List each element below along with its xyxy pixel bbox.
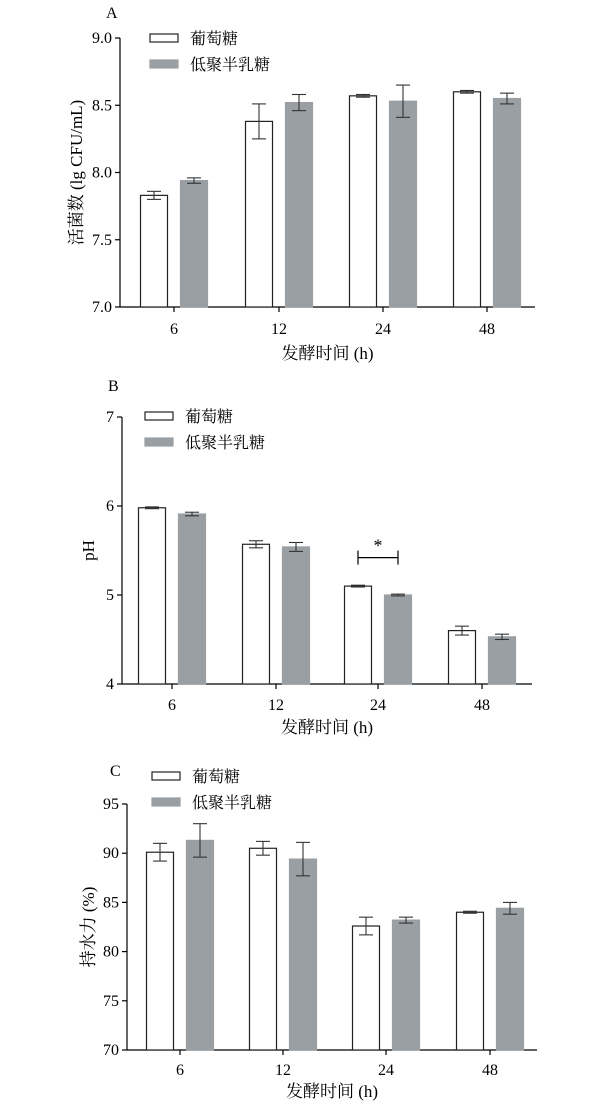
panel-letter: A xyxy=(106,5,118,22)
y-tick-label: 8.0 xyxy=(92,164,112,182)
y-tick-label: 80 xyxy=(103,943,119,961)
panel-a xyxy=(67,5,535,363)
bar-gos-24h xyxy=(393,920,420,1050)
bar-glucose-6h xyxy=(141,195,168,307)
y-tick-label: 75 xyxy=(103,992,119,1010)
bar-glucose-12h xyxy=(250,848,277,1050)
bar-gos-48h xyxy=(489,637,516,684)
legend-swatch-glucose xyxy=(150,34,178,42)
bar-gos-6h xyxy=(181,181,208,307)
legend xyxy=(150,29,270,74)
y-axis-title: pH xyxy=(79,540,98,561)
bar-glucose-48h xyxy=(454,92,481,307)
y-tick-label: 70 xyxy=(103,1042,119,1059)
bar-glucose-48h xyxy=(449,631,476,684)
x-axis-title: 发酵时间 (h) xyxy=(285,1082,379,1101)
x-tick-label: 24 xyxy=(375,321,391,338)
y-tick-label: 8.5 xyxy=(92,97,112,115)
y-tick-label: 5 xyxy=(106,587,114,604)
bar-glucose-12h xyxy=(246,121,273,307)
x-tick-label: 12 xyxy=(275,1062,291,1079)
legend-swatch-gos xyxy=(152,798,180,806)
bar-gos-6h xyxy=(179,514,206,684)
x-tick-label: 48 xyxy=(479,321,495,338)
legend-label-glucose: 葡萄糖 xyxy=(192,767,241,786)
panel-letter: B xyxy=(108,378,119,395)
x-tick-label: 24 xyxy=(370,697,386,714)
bar-gos-24h xyxy=(390,101,417,307)
x-tick-label: 48 xyxy=(474,697,490,714)
y-tick-label: 7.0 xyxy=(92,299,112,316)
x-tick-label: 24 xyxy=(378,1062,394,1079)
y-tick-label: 95 xyxy=(103,796,119,813)
y-axis-title: 持水力 (%) xyxy=(79,886,98,968)
x-tick-label: 6 xyxy=(170,321,178,338)
x-tick-label: 12 xyxy=(268,697,284,714)
bar-gos-12h xyxy=(283,547,310,684)
bar-gos-12h xyxy=(286,103,313,307)
legend-swatch-glucose xyxy=(145,412,173,420)
bar-glucose-24h xyxy=(345,586,372,684)
x-axis-title: 发酵时间 (h) xyxy=(281,344,374,363)
bar-gos-48h xyxy=(497,908,524,1050)
legend-label-gos: 低聚半乳糖 xyxy=(192,793,273,812)
x-tick-label: 6 xyxy=(176,1062,184,1079)
significance-label: * xyxy=(373,535,383,556)
bar-glucose-6h xyxy=(147,852,174,1050)
y-axis-title: 活菌数 (lg CFU/mL) xyxy=(67,99,86,246)
bar-gos-48h xyxy=(494,99,521,307)
panel-b xyxy=(79,378,532,737)
bar-gos-24h xyxy=(385,595,412,684)
x-axis-title: 发酵时间 (h) xyxy=(280,718,374,737)
legend xyxy=(152,767,272,812)
x-tick-label: 12 xyxy=(271,321,287,338)
panel-c xyxy=(79,763,537,1101)
y-tick-label: 90 xyxy=(103,845,119,863)
bar-gos-6h xyxy=(187,840,214,1050)
legend-swatch-glucose xyxy=(152,772,180,780)
bar-glucose-6h xyxy=(139,508,166,684)
y-tick-label: 85 xyxy=(103,894,119,912)
legend-label-glucose: 葡萄糖 xyxy=(190,29,239,48)
legend-label-gos: 低聚半乳糖 xyxy=(190,55,271,74)
y-tick-label: 6 xyxy=(106,498,114,515)
legend-swatch-gos xyxy=(145,438,173,446)
legend-label-gos: 低聚半乳糖 xyxy=(185,433,266,452)
y-tick-label: 9.0 xyxy=(92,30,112,47)
legend xyxy=(145,407,265,452)
bar-glucose-48h xyxy=(457,912,484,1050)
x-tick-label: 48 xyxy=(482,1062,498,1079)
bar-glucose-24h xyxy=(350,96,377,307)
bar-glucose-12h xyxy=(243,544,270,684)
x-tick-label: 6 xyxy=(168,697,176,714)
y-tick-label: 7.5 xyxy=(92,231,112,249)
bar-glucose-24h xyxy=(353,926,380,1050)
panel-letter: C xyxy=(110,763,121,780)
y-tick-label: 4 xyxy=(106,676,114,693)
y-tick-label: 7 xyxy=(106,409,114,426)
legend-label-glucose: 葡萄糖 xyxy=(185,407,234,426)
legend-swatch-gos xyxy=(150,60,178,68)
bar-gos-12h xyxy=(290,859,317,1050)
